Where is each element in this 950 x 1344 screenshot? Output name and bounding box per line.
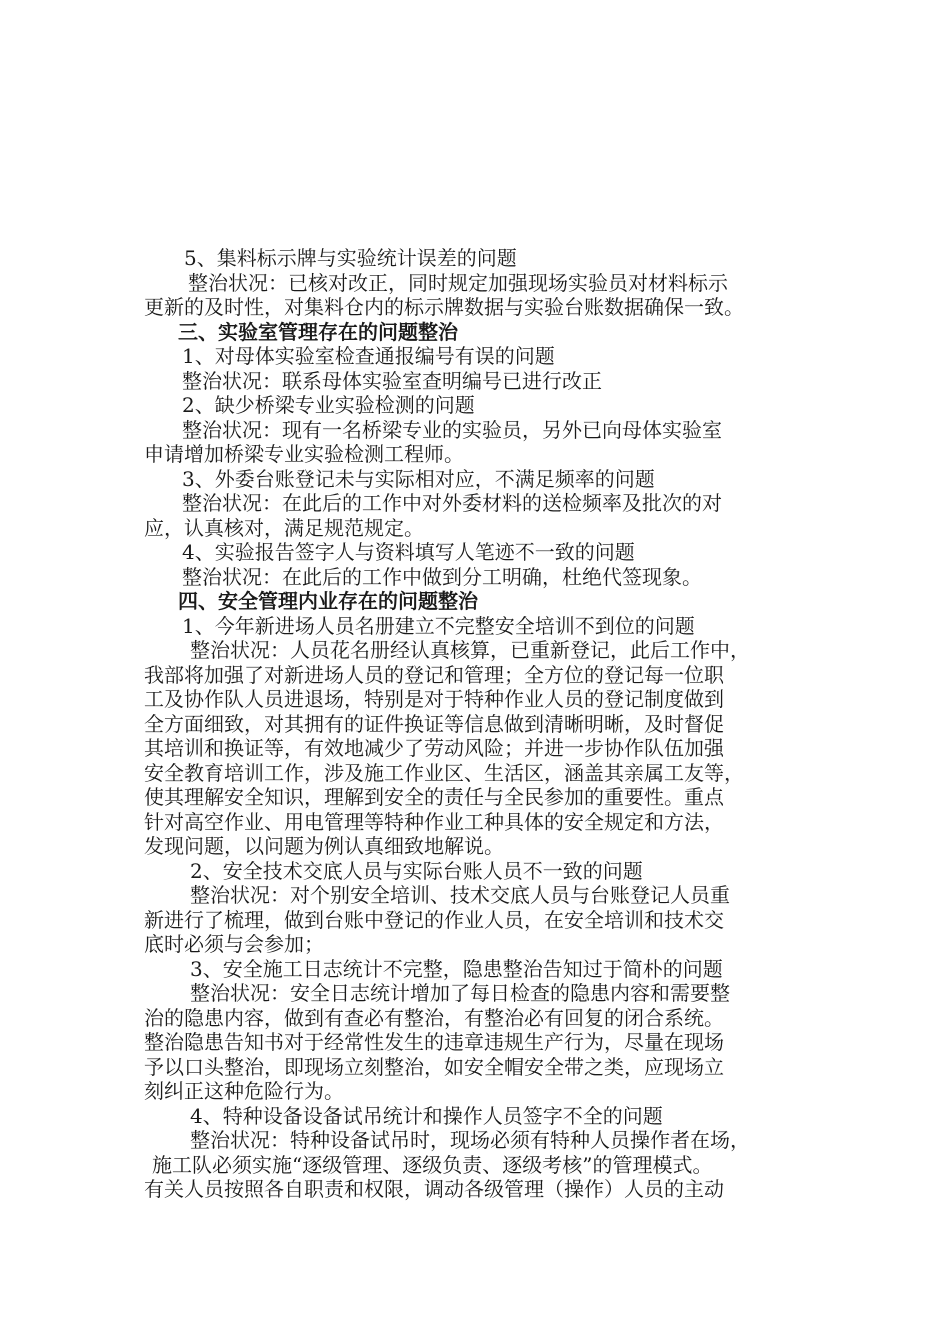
text-line: 4、特种设备设备试吊统计和操作人员签字不全的问题 (190, 1103, 663, 1128)
section-heading: 四、安全管理内业存在的问题整治 (178, 589, 478, 613)
document-body (144, 246, 808, 1202)
text-line: 整治状况：已核对改正，同时规定加强现场实验员对材料标示 (188, 270, 728, 295)
text-line: 更新的及时性，对集料仓内的标示牌数据与实验台账数据确保一致。 (144, 295, 744, 319)
text-line: 整治状况：安全日志统计增加了每日检查的隐患内容和需要整 (190, 981, 730, 1005)
text-line: 新进行了梳理，做到台账中登记的作业人员，在安全培训和技术交 (144, 907, 724, 932)
text-line: 申请增加桥梁专业实验检测工程师。 (144, 442, 464, 466)
text-line: 使其理解安全知识，理解到安全的责任与全民参加的重要性。重点 (144, 785, 724, 809)
text-line: 应，认真核对，满足规范规定。 (144, 515, 424, 540)
text-line: 安全教育培训工作，涉及施工作业区、生活区，涵盖其亲属工友等， (144, 760, 744, 785)
text-line: 整治状况：在此后的工作中做到分工明确，杜绝代签现象。 (182, 564, 702, 589)
text-line: 1、对母体实验室检查通报编号有误的问题 (182, 344, 555, 368)
text-line: 整治状况：在此后的工作中对外委材料的送检频率及批次的对 (182, 491, 722, 515)
text-line: 整治状况：对个别安全培训、技术交底人员与台账登记人员重 (190, 883, 730, 907)
text-line: 5、集料标示牌与实验统计误差的问题 (184, 246, 517, 270)
text-line: 4、实验报告签字人与资料填写人笔迹不一致的问题 (182, 540, 635, 564)
text-line: 整治状况：人员花名册经认真核算，已重新登记，此后工作中， (190, 638, 750, 662)
text-line: 整治状况：联系母体实验室查明编号已进行改正 (182, 368, 602, 393)
text-line: 3、安全施工日志统计不完整，隐患整治告知过于简朴的问题 (190, 956, 723, 981)
text-line: 施工队必须实施“逐级管理、逐级负责、逐级考核”的管理模式。 (152, 1152, 713, 1177)
text-line: 2、安全技术交底人员与实际台账人员不一致的问题 (190, 858, 643, 883)
text-line: 工及协作队人员进退场，特别是对于特种作业人员的登记制度做到 (144, 687, 724, 711)
text-line: 整治状况：特种设备试吊时，现场必须有特种人员操作者在场， (190, 1128, 750, 1152)
text-line: 底时必须与会参加； (144, 932, 324, 956)
text-line: 我部将加强了对新进场人员的登记和管理；全方位的登记每一位职 (144, 662, 724, 687)
text-line: 整治状况：现有一名桥梁专业的实验员，另外已向母体实验室 (182, 417, 722, 442)
text-line: 刻纠正这种危险行为。 (144, 1079, 344, 1103)
text-line: 予以口头整治，即现场立刻整治，如安全帽安全带之类，应现场立 (144, 1054, 724, 1079)
text-line: 其培训和换证等，有效地减少了劳动风险；并进一步协作队伍加强 (144, 736, 724, 760)
text-line: 发现问题，以问题为例认真细致地解说。 (144, 834, 504, 858)
text-line: 整治隐患告知书对于经常性发生的违章违规生产行为，尽量在现场 (144, 1030, 724, 1054)
text-line: 有关人员按照各自职责和权限，调动各级管理（操作）人员的主动 (144, 1177, 724, 1201)
text-line: 2、缺少桥梁专业实验检测的问题 (182, 393, 475, 417)
section-heading: 三、实验室管理存在的问题整治 (178, 319, 458, 344)
text-line: 3、外委台账登记未与实际相对应，不满足频率的问题 (182, 466, 655, 491)
text-line: 治的隐患内容，做到有查必有整治，有整治必有回复的闭合系统。 (144, 1005, 724, 1030)
text-line: 1、今年新进场人员名册建立不完整安全培训不到位的问题 (182, 613, 695, 638)
text-line: 针对高空作业、用电管理等特种作业工种具体的安全规定和方法， (144, 809, 724, 834)
text-line: 全方面细致，对其拥有的证件换证等信息做到清晰明晰，及时督促 (144, 711, 724, 736)
